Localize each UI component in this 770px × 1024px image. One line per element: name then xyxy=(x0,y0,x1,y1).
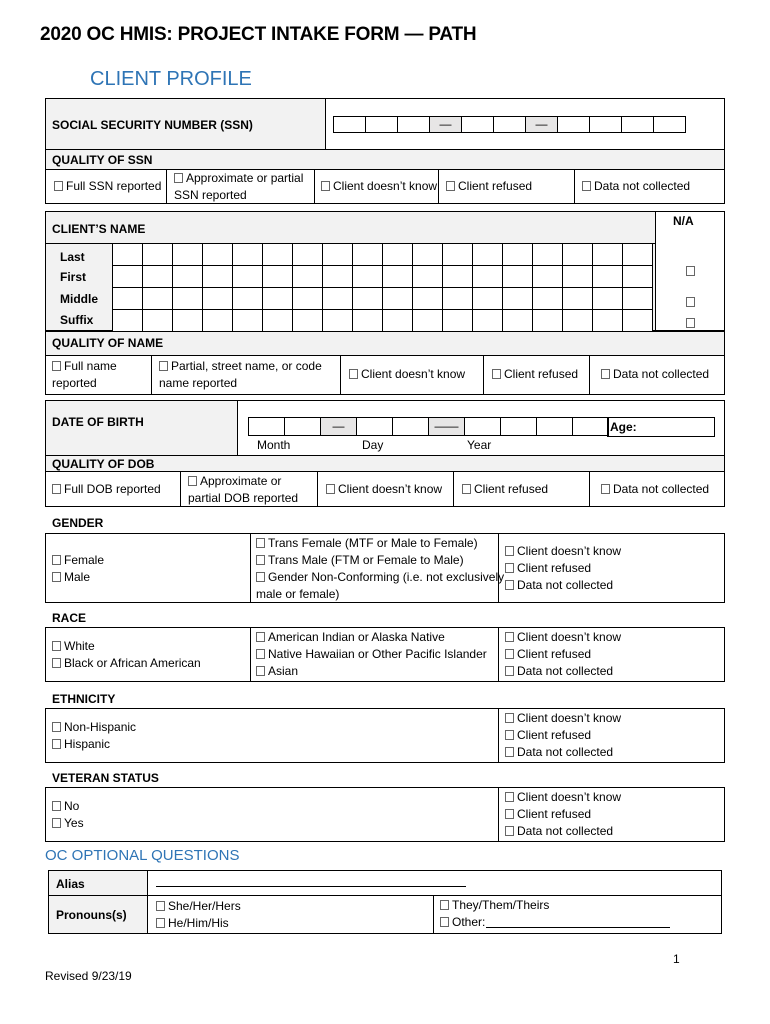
checkbox-icon[interactable] xyxy=(256,572,265,582)
name-letter-box[interactable] xyxy=(622,243,653,266)
name-letter-box[interactable] xyxy=(502,265,533,288)
name-letter-box[interactable] xyxy=(472,243,503,266)
name-letter-box[interactable] xyxy=(562,265,593,288)
name-letter-box[interactable] xyxy=(292,243,323,266)
revised-date: Revised 9/23/19 xyxy=(45,969,132,983)
pronouns-option-she[interactable]: She/Her/Hers xyxy=(156,898,241,915)
checkbox-icon[interactable] xyxy=(505,563,514,573)
name-quality-label: QUALITY OF NAME xyxy=(52,336,164,350)
checkbox-icon[interactable] xyxy=(505,580,514,590)
race-option-not-collected[interactable]: Data not collected xyxy=(505,663,621,680)
checkbox-icon[interactable] xyxy=(505,730,514,740)
name-letter-box[interactable] xyxy=(562,309,593,332)
name-letter-box[interactable] xyxy=(202,287,233,310)
name-letter-box[interactable] xyxy=(262,309,293,332)
name-letter-box[interactable] xyxy=(562,243,593,266)
name-letter-box[interactable] xyxy=(112,287,143,310)
name-letter-box[interactable] xyxy=(232,287,263,310)
name-letter-box[interactable] xyxy=(112,265,143,288)
dob-separator: — xyxy=(320,417,357,436)
dob-month-label: Month xyxy=(257,438,291,452)
ssn-separator: — xyxy=(429,116,462,133)
gender-option-non-conforming[interactable]: Gender Non-Conforming (i.e. not exclusively xyxy=(256,569,504,586)
name-letter-box[interactable] xyxy=(382,309,413,332)
ssn-option-full[interactable]: Full SSN reported xyxy=(54,178,161,195)
dob-digit-box[interactable] xyxy=(248,417,285,436)
name-letter-box[interactable] xyxy=(202,243,233,266)
name-letter-box[interactable] xyxy=(502,243,533,266)
name-letter-box[interactable] xyxy=(202,309,233,332)
checkbox-icon[interactable] xyxy=(52,555,61,565)
checkbox-icon[interactable] xyxy=(256,555,265,565)
ssn-option-doesnt-know[interactable]: Client doesn’t know xyxy=(321,178,437,195)
name-letter-box[interactable] xyxy=(352,287,383,310)
name-letter-box[interactable] xyxy=(232,243,263,266)
race-option-asian[interactable]: Asian xyxy=(256,663,487,680)
name-letter-box[interactable] xyxy=(592,287,623,310)
name-letter-box[interactable] xyxy=(292,287,323,310)
ssn-digit-box[interactable] xyxy=(461,116,494,133)
race-option-refused[interactable]: Client refused xyxy=(505,646,621,663)
checkbox-icon[interactable] xyxy=(52,484,61,494)
name-letter-box[interactable] xyxy=(262,287,293,310)
dob-digit-box[interactable] xyxy=(572,417,609,436)
name-letter-box[interactable] xyxy=(322,265,353,288)
name-letter-box[interactable] xyxy=(232,309,263,332)
checkbox-icon[interactable] xyxy=(686,318,695,328)
checkbox-icon[interactable] xyxy=(52,818,61,828)
pronouns-label: Pronouns(s) xyxy=(56,908,127,922)
veteran-option-yes[interactable]: Yes xyxy=(52,815,84,832)
dob-digit-box[interactable] xyxy=(356,417,393,436)
race-col1 xyxy=(52,638,201,672)
name-letter-box[interactable] xyxy=(502,287,533,310)
checkbox-icon[interactable] xyxy=(52,361,61,371)
checkbox-icon[interactable] xyxy=(188,476,197,486)
name-letter-box[interactable] xyxy=(502,309,533,332)
veteran-col3 xyxy=(505,789,621,840)
client-profile-heading: CLIENT PROFILE xyxy=(90,68,252,90)
ssn-option-not-collected[interactable]: Data not collected xyxy=(582,178,690,195)
gender-option-trans-female[interactable]: Trans Female (MTF or Male to Female) xyxy=(256,535,504,552)
checkbox-icon[interactable] xyxy=(321,181,330,191)
checkbox-icon[interactable] xyxy=(440,917,449,927)
ssn-option-refused[interactable]: Client refused xyxy=(446,178,532,195)
name-letter-box[interactable] xyxy=(382,265,413,288)
name-letter-box[interactable] xyxy=(292,309,323,332)
dob-separator: —— xyxy=(428,417,465,436)
gender-option-trans-male[interactable]: Trans Male (FTM or Female to Male) xyxy=(256,552,504,569)
name-letter-box[interactable] xyxy=(382,287,413,310)
name-letter-box[interactable] xyxy=(202,265,233,288)
name-letter-box[interactable] xyxy=(532,309,563,332)
optional-questions-heading: OC OPTIONAL QUESTIONS xyxy=(45,847,240,864)
gender-option-female[interactable]: Female xyxy=(52,552,104,569)
checkbox-icon[interactable] xyxy=(156,918,165,928)
checkbox-icon[interactable] xyxy=(440,900,449,910)
checkbox-icon[interactable] xyxy=(505,632,514,642)
gender-option-refused[interactable]: Client refused xyxy=(505,560,621,577)
name-option-partial[interactable]: Partial, street name, or code name reported xyxy=(159,359,322,390)
ethnicity-col1 xyxy=(52,719,136,753)
name-letter-box[interactable] xyxy=(442,287,473,310)
veteran-option-doesnt-know[interactable]: Client doesn’t know xyxy=(505,789,621,806)
checkbox-icon[interactable] xyxy=(686,266,695,276)
name-letter-box[interactable] xyxy=(112,309,143,332)
ethnicity-option-not-collected[interactable]: Data not collected xyxy=(505,744,621,761)
name-letter-box[interactable] xyxy=(142,243,173,266)
name-letter-box[interactable] xyxy=(172,287,203,310)
checkbox-icon[interactable] xyxy=(156,901,165,911)
name-letter-box[interactable] xyxy=(592,265,623,288)
dob-quality-label: QUALITY OF DOB xyxy=(52,457,155,471)
ethnicity-option-non-hispanic[interactable]: Non-Hispanic xyxy=(52,719,136,736)
checkbox-icon[interactable] xyxy=(256,632,265,642)
checkbox-icon[interactable] xyxy=(582,181,591,191)
dob-option-not-collected[interactable]: Data not collected xyxy=(601,481,709,498)
ssn-digit-box[interactable] xyxy=(493,116,526,133)
name-letter-box[interactable] xyxy=(352,309,383,332)
name-letter-box[interactable] xyxy=(142,265,173,288)
name-row-suffix: Suffix xyxy=(60,313,94,327)
checkbox-icon[interactable] xyxy=(505,826,514,836)
age-label: Age: xyxy=(610,420,637,434)
name-letter-box[interactable] xyxy=(442,243,473,266)
ssn-quality-label: QUALITY OF SSN xyxy=(52,153,153,167)
race-option-american-indian[interactable]: American Indian or Alaska Native xyxy=(256,629,487,646)
checkbox-icon[interactable] xyxy=(505,809,514,819)
name-letter-box[interactable] xyxy=(352,265,383,288)
race-col2 xyxy=(256,629,487,680)
checkbox-icon[interactable] xyxy=(159,361,168,371)
dob-option-partial[interactable]: Approximate or partial DOB reported xyxy=(188,474,299,505)
gender-option-doesnt-know[interactable]: Client doesn’t know xyxy=(505,543,621,560)
name-option-refused[interactable]: Client refused xyxy=(492,366,578,383)
name-letter-box[interactable] xyxy=(622,287,653,310)
dob-digit-box[interactable] xyxy=(284,417,321,436)
veteran-label: VETERAN STATUS xyxy=(52,771,159,785)
form-title: 2020 OC HMIS: PROJECT INTAKE FORM — PATH xyxy=(40,24,477,45)
name-letter-box[interactable] xyxy=(472,287,503,310)
checkbox-icon[interactable] xyxy=(54,181,63,191)
name-letter-box[interactable] xyxy=(172,309,203,332)
name-letter-box[interactable] xyxy=(592,243,623,266)
gender-col1 xyxy=(52,552,104,586)
alias-label: Alias xyxy=(56,877,85,891)
name-letter-box[interactable] xyxy=(472,265,503,288)
veteran-option-not-collected[interactable]: Data not collected xyxy=(505,823,621,840)
name-letter-box[interactable] xyxy=(532,265,563,288)
name-letter-box[interactable] xyxy=(532,243,563,266)
veteran-option-no[interactable]: No xyxy=(52,798,84,815)
ssn-label: SOCIAL SECURITY NUMBER (SSN) xyxy=(52,118,253,132)
race-label: RACE xyxy=(52,611,87,625)
race-col3 xyxy=(505,629,621,680)
name-letter-box[interactable] xyxy=(532,287,563,310)
alias-input[interactable] xyxy=(156,886,466,887)
dob-option-full[interactable]: Full DOB reported xyxy=(52,481,161,498)
name-na-label: N/A xyxy=(673,214,694,228)
name-option-doesnt-know[interactable]: Client doesn’t know xyxy=(349,366,465,383)
ethnicity-label: ETHNICITY xyxy=(52,692,116,706)
name-letter-box[interactable] xyxy=(442,265,473,288)
ssn-digit-box[interactable] xyxy=(621,116,654,133)
name-letter-box[interactable] xyxy=(142,309,173,332)
checkbox-icon[interactable] xyxy=(601,484,610,494)
ethnicity-options xyxy=(45,708,725,763)
checkbox-icon[interactable] xyxy=(462,484,471,494)
race-option-white[interactable]: White xyxy=(52,638,201,655)
checkbox-icon[interactable] xyxy=(505,649,514,659)
name-option-full[interactable]: Full name reported xyxy=(52,359,117,390)
optional-questions-table xyxy=(48,870,722,934)
gender-label: GENDER xyxy=(52,516,104,530)
ssn-digit-box[interactable] xyxy=(557,116,590,133)
checkbox-icon[interactable] xyxy=(52,739,61,749)
ssn-digit-box[interactable] xyxy=(397,116,430,133)
ethnicity-col3 xyxy=(505,710,621,761)
pronouns-col2 xyxy=(440,897,549,931)
name-row-middle: Middle xyxy=(60,292,98,306)
ssn-separator: — xyxy=(525,116,558,133)
client-name-label: CLIENT’S NAME xyxy=(52,222,146,236)
name-letter-box[interactable] xyxy=(172,243,203,266)
dob-option-refused[interactable]: Client refused xyxy=(462,481,548,498)
checkbox-icon[interactable] xyxy=(52,801,61,811)
name-letter-box[interactable] xyxy=(382,243,413,266)
pronouns-option-he[interactable]: He/Him/His xyxy=(156,915,241,932)
name-letter-box[interactable] xyxy=(322,287,353,310)
checkbox-icon[interactable] xyxy=(256,538,265,548)
name-letter-box[interactable] xyxy=(412,265,443,288)
checkbox-icon[interactable] xyxy=(505,713,514,723)
gender-col3 xyxy=(505,543,621,594)
name-row-first: First xyxy=(60,270,87,284)
name-letter-box[interactable] xyxy=(262,265,293,288)
dob-digit-box[interactable] xyxy=(392,417,429,436)
checkbox-icon[interactable] xyxy=(52,572,61,582)
name-letter-box[interactable] xyxy=(322,309,353,332)
checkbox-icon[interactable] xyxy=(505,747,514,757)
dob-option-doesnt-know[interactable]: Client doesn’t know xyxy=(326,481,442,498)
name-letter-box[interactable] xyxy=(262,243,293,266)
ssn-digit-box[interactable] xyxy=(333,116,366,133)
ssn-digit-box[interactable] xyxy=(365,116,398,133)
race-option-doesnt-know[interactable]: Client doesn’t know xyxy=(505,629,621,646)
ssn-digit-box[interactable] xyxy=(589,116,622,133)
ssn-option-partial[interactable]: Approximate or partial SSN reported xyxy=(174,171,304,202)
checkbox-icon[interactable] xyxy=(174,173,183,183)
name-row-last: Last xyxy=(60,250,85,264)
name-letter-box[interactable] xyxy=(622,265,653,288)
checkbox-icon[interactable] xyxy=(256,649,265,659)
dob-digit-box[interactable] xyxy=(500,417,537,436)
name-letter-box[interactable] xyxy=(112,243,143,266)
gender-col2 xyxy=(256,535,504,603)
gender-option-male[interactable]: Male xyxy=(52,569,104,586)
pronouns-option-they[interactable]: They/Them/Theirs xyxy=(440,897,549,914)
checkbox-icon[interactable] xyxy=(505,792,514,802)
pronouns-option-other[interactable]: Other: xyxy=(440,914,549,931)
checkbox-icon[interactable] xyxy=(601,369,610,379)
dob-digit-box[interactable] xyxy=(536,417,573,436)
name-option-not-collected[interactable]: Data not collected xyxy=(601,366,709,383)
race-option-native-hawaiian[interactable]: Native Hawaiian or Other Pacific Islander xyxy=(256,646,487,663)
name-letter-box[interactable] xyxy=(172,265,203,288)
checkbox-icon[interactable] xyxy=(52,658,61,668)
ethnicity-option-refused[interactable]: Client refused xyxy=(505,727,621,744)
dob-digit-box[interactable] xyxy=(464,417,501,436)
name-letter-box[interactable] xyxy=(412,243,443,266)
ssn-digit-box[interactable] xyxy=(653,116,686,133)
pronouns-other-input[interactable] xyxy=(486,927,670,928)
checkbox-icon[interactable] xyxy=(349,369,358,379)
ethnicity-option-doesnt-know[interactable]: Client doesn’t know xyxy=(505,710,621,727)
page-number: 1 xyxy=(673,952,680,966)
name-letter-box[interactable] xyxy=(322,243,353,266)
checkbox-icon[interactable] xyxy=(326,484,335,494)
dob-day-label: Day xyxy=(362,438,384,452)
ethnicity-option-hispanic[interactable]: Hispanic xyxy=(52,736,136,753)
checkbox-icon[interactable] xyxy=(256,666,265,676)
dob-label: DATE OF BIRTH xyxy=(52,415,144,429)
veteran-options xyxy=(45,787,725,842)
pronouns-col1 xyxy=(156,898,241,932)
name-letter-box[interactable] xyxy=(412,309,443,332)
name-letter-box[interactable] xyxy=(562,287,593,310)
dob-year-label: Year xyxy=(467,438,492,452)
checkbox-icon[interactable] xyxy=(505,666,514,676)
name-letter-box[interactable] xyxy=(352,243,383,266)
checkbox-icon[interactable] xyxy=(505,546,514,556)
race-option-black[interactable]: Black or African American xyxy=(52,655,201,672)
gender-option-not-collected[interactable]: Data not collected xyxy=(505,577,621,594)
name-letter-box[interactable] xyxy=(232,265,263,288)
name-letter-box[interactable] xyxy=(442,309,473,332)
checkbox-icon[interactable] xyxy=(446,181,455,191)
name-letter-box[interactable] xyxy=(412,287,443,310)
checkbox-icon[interactable] xyxy=(52,722,61,732)
name-letter-box[interactable] xyxy=(622,309,653,332)
name-letter-box[interactable] xyxy=(292,265,323,288)
name-letter-box[interactable] xyxy=(142,287,173,310)
checkbox-icon[interactable] xyxy=(686,297,695,307)
checkbox-icon[interactable] xyxy=(492,369,501,379)
veteran-col1 xyxy=(52,798,84,832)
veteran-option-refused[interactable]: Client refused xyxy=(505,806,621,823)
checkbox-icon[interactable] xyxy=(52,641,61,651)
gender-option-non-conforming-cont: male or female) xyxy=(256,587,340,601)
name-letter-box[interactable] xyxy=(592,309,623,332)
name-letter-box[interactable] xyxy=(472,309,503,332)
